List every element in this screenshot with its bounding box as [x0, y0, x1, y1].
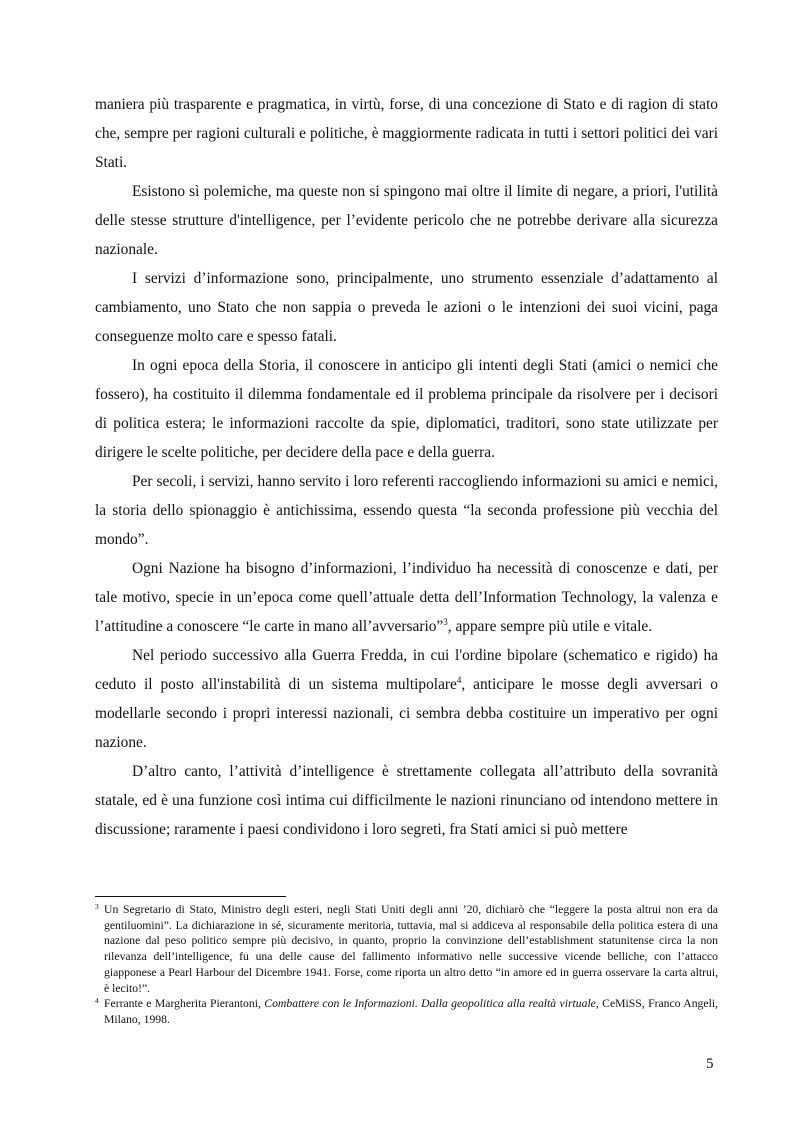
paragraph-text: Ogni Nazione ha bisogno d’informazioni, l’individuo ha necessità di conoscenze e dati, per tale motivo, specie in un’epoca come quell’attuale detta dell’Information Technology, la valenza e l’attitudine a conoscere “le carte in mano all’avversario” [95, 560, 718, 635]
footnote-ref-3[interactable]: 3 [443, 617, 448, 627]
page-number: 5 [706, 1056, 714, 1072]
paragraph [95, 554, 718, 641]
footnote-text: Ferrante e Margherita Pierantoni, [104, 997, 265, 1011]
paragraph: D’altro canto, l’attività d’intelligence è strettamente collegata all’attributo della sovranità statale, ed è una funzione così intima cui difficilmente le nazioni rinunciano od intendono mettere in discussione; raramente i paesi condividono i loro segreti, fra Stati amici si può mettere [95, 763, 718, 838]
footnote-number: 4 [95, 996, 99, 1006]
footnote-divider [95, 896, 286, 897]
paragraph-text: , anticipare le mosse degli avversari o modellarle secondo i propri interessi nazionali, ci sembra debba costituire un imperativo per ogni nazione. [95, 676, 718, 751]
footnote-ref-4[interactable]: 4 [456, 675, 462, 685]
body-text [95, 90, 718, 844]
footnote-4 [95, 996, 718, 1027]
paragraph: maniera più trasparente e pragmatica, in virtù, forse, di una concezione di Stato e di ragion di stato che, sempre per ragioni culturali e politiche, è maggiormente radicata in tutti i settori politici dei vari Stati. [95, 96, 718, 171]
paragraph-text: , appare sempre più utile e vitale. [447, 618, 653, 635]
footnote-text: , CeMiSS, Franco Angeli, Milano, 1998. [104, 997, 719, 1026]
footnote-3 [95, 902, 718, 996]
paragraph: I servizi d’informazione sono, principalmente, uno strumento essenziale d’adattamento al cambiamento, uno Stato che non sappia o preveda le azioni o le intenzioni dei suoi vicini, paga conseguenze molto care e spesso fatali. [95, 270, 718, 345]
footnotes [95, 902, 718, 1028]
paragraph: Esistono sì polemiche, ma queste non si spingono mai oltre il limite di negare, a priori, l'utilità delle stesse strutture d'intelligence, per l’evidente pericolo che ne potrebbe derivare alla sicurezza nazionale. [95, 183, 718, 258]
footnote-number: 3 [95, 902, 99, 911]
paragraph-text: Nel periodo successivo alla Guerra Fredda, in cui l'ordine bipolare (schematico e rigido) ha ceduto il posto all'instabilità di un sistema multipolare [95, 647, 718, 693]
footnote-book-title: Combattere con le Informazioni. Dalla geopolitica alla realtà virtuale [264, 997, 596, 1011]
paragraph: In ogni epoca della Storia, il conoscere in anticipo gli intenti degli Stati (amici o nemici che fossero), ha costituito il dilemma fondamentale ed il problema principale da risolvere per i decisori di politica estera; le informazioni raccolte da spie, diplomatici, traditori, sono state utilizzate per dirigere le scelte politiche, per decidere della pace e della guerra. [95, 357, 718, 461]
paragraph: Per secoli, i servizi, hanno servito i loro referenti raccogliendo informazioni su amici e nemici, la storia dello spionaggio è antichissima, essendo questa “la seconda professione più vecchia del mondo”. [95, 473, 718, 548]
paragraph [95, 641, 718, 757]
footnote-text: Un Segretario di Stato, Ministro degli esteri, negli Stati Uniti degli anni ’20, dichiarò che “leggere la posta altrui non era da gentiluomini”. La dichiarazione in sé, sicuramente meritoria, tuttavia, mal si addiceva al responsabile della politica estera di una nazione dal peso politico sempre più decisivo, in quanto, proprio la convinzione dell’establishment statunitense circa la non rilevanza dell’intelligence, fu una delle cause del fallimento informativo nelle successive vicende belliche, con l’attacco giapponese a Pearl Harbour del Dicembre 1941. Forse, come riporta un altro detto “in amore ed in guerra osservare la carta altrui, è lecito!”. [104, 903, 718, 995]
